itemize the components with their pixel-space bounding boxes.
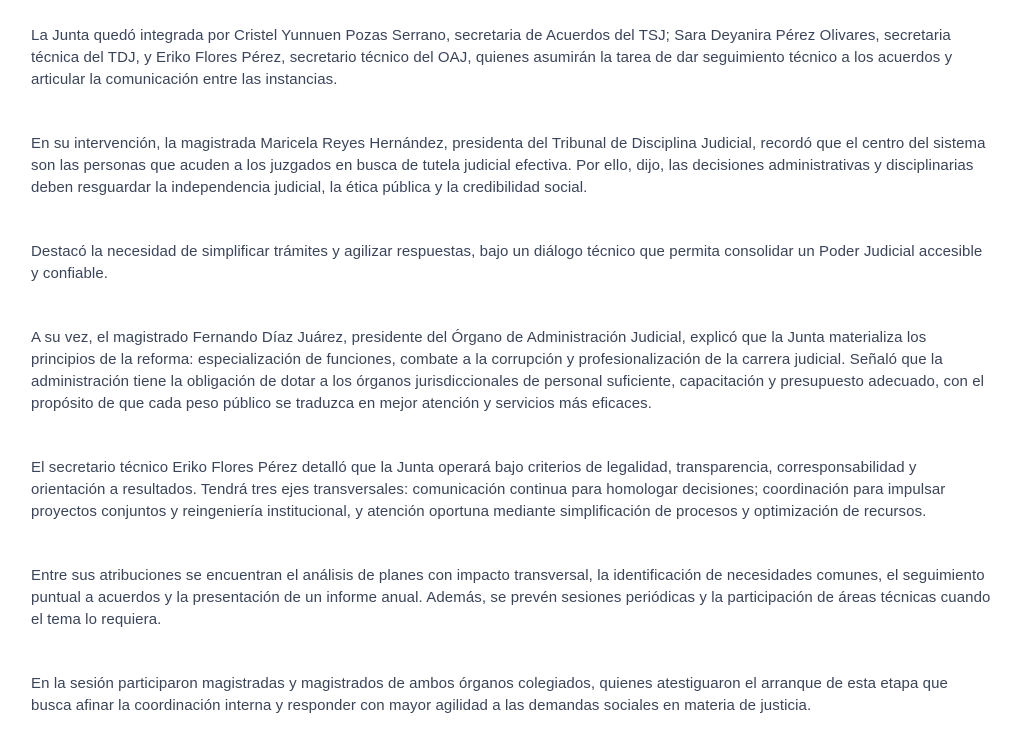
paragraph-sesion-participantes: En la sesión participaron magistradas y magistrados de ambos órganos colegiados, quienes atestiguaron el arranque de esta etapa que busca afinar la coordinación interna y responder con mayor agilidad a las demandas sociales en materia de justicia.: [31, 675, 948, 714]
paragraph-intervencion-magistrada: En su intervención, la magistrada Maricela Reyes Hernández, presidenta del Tribunal de Disciplina Judicial, recordó que el centro del sistema son las personas que acuden a los juzgados en busca de tutela judicial efectiva. Por ello, dijo, las decisiones administrativas y disciplinarias deben resguardar la independencia judicial, la ética pública y la credibilidad social.: [31, 135, 986, 196]
paragraph-atribuciones: Entre sus atribuciones se encuentran el análisis de planes con impacto transversal, la identificación de necesidades comunes, el seguimiento puntual a acuerdos y la presentación de un informe anual. Además, se prevén sesiones periódicas y la participación de áreas técnicas cuando el tema lo requiera.: [31, 567, 991, 628]
paragraph-secretario-tecnico: El secretario técnico Eriko Flores Pérez detalló que la Junta operará bajo criterios de legalidad, transparencia, corresponsabilidad y orientación a resultados. Tendrá tres ejes transversales: comunicación continua para homologar decisiones; coordinación para impulsar proyectos conjuntos y reingeniería institucional, y atención oportuna mediante simplificación de procesos y optimización de recursos.: [31, 459, 946, 520]
paragraph-simplificar-tramites: Destacó la necesidad de simplificar trámites y agilizar respuestas, bajo un diálogo técnico que permita consolidar un Poder Judicial accesible y confiable.: [31, 243, 983, 282]
paragraph-magistrado-diaz-juarez: A su vez, el magistrado Fernando Díaz Juárez, presidente del Órgano de Administración Judicial, explicó que la Junta materializa los principios de la reforma: especialización de funciones, combate a la corrupción y profesionalización de la carrera judicial. Señaló que la administración tiene la obligación de dotar a los órganos jurisdiccionales de personal suficiente, capacitación y presupuesto adecuado, con el propósito de que cada peso público se traduzca en mejor atención y servicios más eficaces.: [31, 329, 985, 412]
paragraph-junta-integrada: La Junta quedó integrada por Cristel Yunnuen Pozas Serrano, secretaria de Acuerdos del TSJ; Sara Deyanira Pérez Olivares, secretaria técnica del TDJ, y Eriko Flores Pérez, secretario técnico del OAJ, quienes asumirán la tarea de dar seguimiento técnico a los acuerdos y articular la comunicación entre las instancias.: [31, 27, 953, 88]
